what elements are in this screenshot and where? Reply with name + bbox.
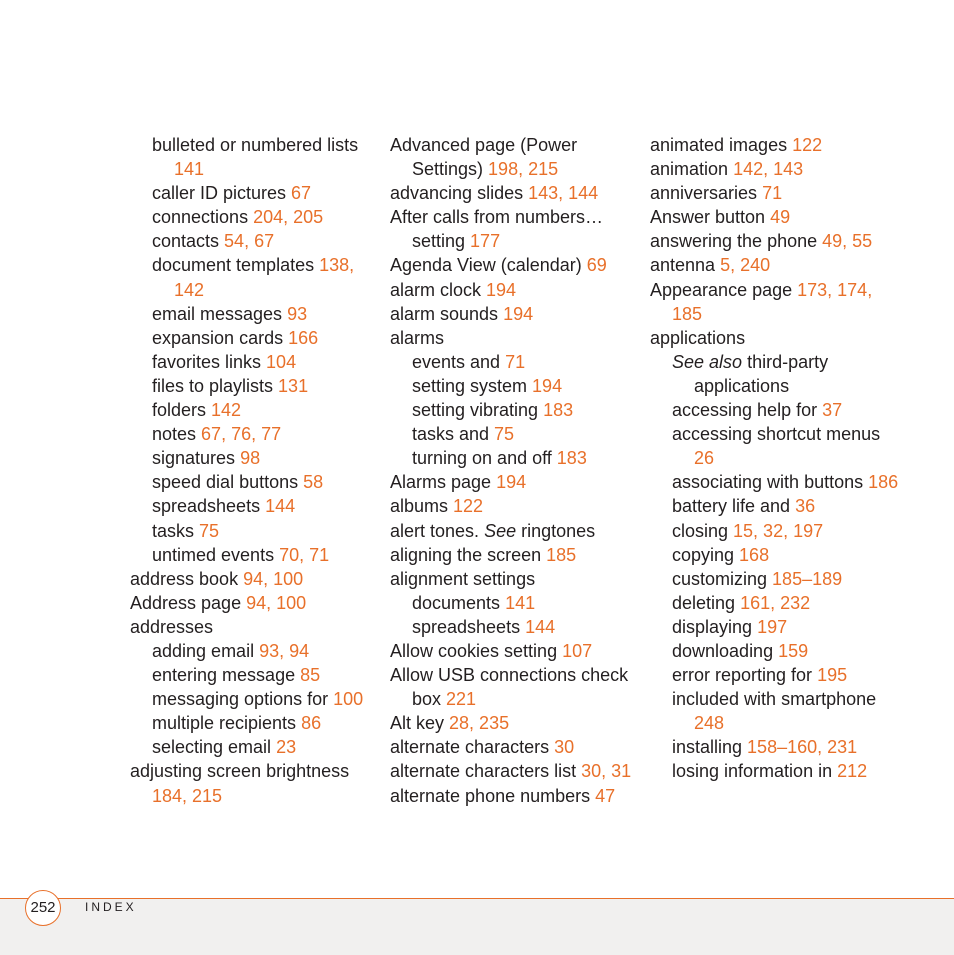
page-reference[interactable]: 122	[792, 135, 823, 155]
page-reference[interactable]: 94, 100	[243, 568, 304, 589]
page-reference[interactable]: 75	[199, 520, 220, 541]
index-entry	[650, 494, 900, 518]
page-reference[interactable]: 36	[795, 496, 816, 517]
page-reference[interactable]: 75	[494, 424, 515, 445]
index-term: bulleted or numbered lists	[152, 135, 359, 155]
index-term: caller ID pictures	[152, 183, 292, 204]
index-entry	[130, 229, 375, 253]
page-reference[interactable]: 185–189	[772, 568, 843, 589]
page-reference[interactable]: 5, 240	[720, 255, 771, 276]
page-reference[interactable]: 161, 232	[740, 592, 811, 613]
index-entry	[130, 422, 375, 446]
index-entry	[130, 639, 375, 663]
section-label: INDEX	[85, 900, 137, 914]
page-reference[interactable]: 142	[211, 400, 242, 421]
index-entry	[130, 470, 375, 494]
page-reference[interactable]: 173, 174, 185	[672, 279, 873, 324]
page-reference[interactable]: 58	[303, 472, 324, 493]
index-term: alarm sounds	[390, 303, 504, 324]
index-entry	[650, 350, 900, 398]
index-term: accessing help for	[672, 400, 823, 421]
page-number: 252	[25, 890, 61, 926]
index-term: animated images	[650, 135, 793, 155]
page-reference[interactable]: 141	[174, 159, 205, 180]
index-term: notes	[152, 424, 202, 445]
index-entry	[130, 711, 375, 735]
index-entry	[390, 302, 635, 326]
index-entry	[390, 663, 635, 711]
index-entry	[650, 133, 900, 157]
index-term: signatures	[152, 448, 241, 469]
index-term: setting vibrating	[412, 400, 544, 421]
index-term: multiple recipients	[152, 713, 302, 734]
index-entry	[650, 543, 900, 567]
index-term: untimed events	[152, 544, 280, 565]
index-term: Allow cookies setting	[390, 640, 563, 661]
index-term: accessing shortcut menus	[672, 424, 881, 445]
index-entry	[130, 446, 375, 470]
index-term: applications	[650, 327, 746, 348]
index-entry	[390, 422, 635, 446]
index-term: setting system	[412, 375, 533, 396]
index-entry	[130, 181, 375, 205]
index-term: Answer button	[650, 207, 771, 228]
index-term: albums	[390, 496, 454, 517]
index-entry	[130, 302, 375, 326]
index-entry	[650, 519, 900, 543]
index-term: files to playlists	[152, 375, 279, 396]
page-reference[interactable]: 194	[532, 375, 563, 396]
index-term: alert tones. See ringtones	[390, 520, 596, 541]
index-entry	[130, 133, 375, 181]
index-term: animation	[650, 159, 734, 180]
index-entry	[390, 639, 635, 663]
page-reference[interactable]: 122	[453, 496, 484, 517]
index-term: tasks	[152, 520, 200, 541]
index-entry	[390, 181, 635, 205]
index-entry	[650, 181, 900, 205]
page-reference[interactable]: 184, 215	[152, 785, 223, 806]
index-term: downloading	[672, 640, 779, 661]
index-term: alternate phone numbers	[390, 785, 596, 806]
page-reference[interactable]: 158–160, 231	[747, 737, 858, 758]
index-entry	[650, 253, 900, 277]
index-entry	[130, 543, 375, 567]
page-reference[interactable]: 141	[505, 592, 536, 613]
page-reference[interactable]: 67	[291, 183, 312, 204]
index-term: Appearance page	[650, 279, 798, 300]
index-entry	[130, 591, 375, 615]
index-term: email messages	[152, 303, 288, 324]
index-term: displaying	[672, 616, 758, 637]
page-reference[interactable]: 138, 142	[174, 255, 355, 300]
page-reference[interactable]: 195	[817, 665, 848, 686]
index-term: alignment settings	[390, 568, 536, 589]
index-term: aligning the screen	[390, 544, 547, 565]
index-term: entering message	[152, 665, 301, 686]
page-reference[interactable]: 30, 31	[581, 761, 632, 782]
index-entry	[390, 470, 635, 494]
index-term: Agenda View (calendar)	[390, 255, 587, 276]
index-entry	[390, 446, 635, 470]
page-reference[interactable]: 183	[556, 448, 587, 469]
index-term: Advanced page (Power Settings)	[390, 135, 578, 180]
index-entry	[390, 398, 635, 422]
index-term: alternate characters	[390, 737, 555, 758]
index-term: speed dial buttons	[152, 472, 304, 493]
index-column-3	[650, 133, 900, 784]
index-term: spreadsheets	[412, 616, 526, 637]
index-term: answering the phone	[650, 231, 823, 252]
page-reference[interactable]: 221	[446, 689, 477, 710]
index-entry	[650, 326, 900, 350]
index-term: turning on and off	[412, 448, 557, 469]
index-entry	[390, 735, 635, 759]
index-term: Alarms page	[390, 472, 497, 493]
page-reference[interactable]: 85	[300, 665, 321, 686]
page-reference[interactable]: 104	[266, 351, 297, 372]
index-term: tasks and	[412, 424, 495, 445]
index-term: closing	[672, 520, 734, 541]
index-term: associating with buttons	[672, 472, 869, 493]
index-entry	[390, 494, 635, 518]
page-reference[interactable]: 159	[778, 640, 809, 661]
index-entry	[390, 615, 635, 639]
page-reference[interactable]: 94, 100	[246, 592, 307, 613]
index-term: copying	[672, 544, 740, 565]
index-entry	[130, 567, 375, 591]
page-reference[interactable]: 142, 143	[733, 159, 804, 180]
page-reference[interactable]: 248	[694, 713, 725, 734]
index-entry	[130, 735, 375, 759]
index-term: included with smartphone	[672, 689, 877, 710]
index-entry	[650, 735, 900, 759]
index-term: antenna	[650, 255, 721, 276]
index-entry	[390, 711, 635, 735]
index-entry	[390, 519, 635, 543]
index-column-1	[130, 133, 375, 808]
index-entry	[390, 278, 635, 302]
page-reference[interactable]: 49, 55	[822, 231, 873, 252]
page-reference[interactable]: 70, 71	[279, 544, 330, 565]
page-reference[interactable]: 49	[770, 207, 791, 228]
index-entry	[390, 759, 635, 783]
index-entry	[390, 567, 635, 591]
page-reference[interactable]: 166	[288, 327, 319, 348]
page-reference[interactable]: 67, 76, 77	[201, 424, 282, 445]
index-term: losing information in	[672, 761, 838, 782]
index-entry	[130, 398, 375, 422]
index-entry	[130, 205, 375, 229]
index-term: Alt key	[390, 713, 450, 734]
page-reference[interactable]: 194	[503, 303, 534, 324]
index-entry	[650, 229, 900, 253]
index-entry	[130, 326, 375, 350]
index-term: Address page	[130, 592, 247, 613]
page-reference[interactable]: 98	[240, 448, 261, 469]
index-entry	[390, 784, 635, 808]
index-term: selecting email	[152, 737, 277, 758]
index-entry	[390, 205, 635, 253]
page-reference[interactable]: 93	[287, 303, 308, 324]
index-entry	[650, 639, 900, 663]
page-reference[interactable]: 194	[496, 472, 527, 493]
page-reference[interactable]: 71	[762, 183, 783, 204]
index-entry	[130, 759, 375, 807]
index-entry	[650, 759, 900, 783]
index-term: adding email	[152, 640, 260, 661]
index-term: events and	[412, 351, 506, 372]
index-entry	[130, 687, 375, 711]
index-entry	[390, 374, 635, 398]
page-reference[interactable]: 204, 205	[253, 207, 324, 228]
index-term: alarms	[390, 327, 445, 348]
index-entry	[650, 615, 900, 639]
index-term: installing	[672, 737, 748, 758]
page-reference[interactable]: 168	[739, 544, 770, 565]
index-term: alarm clock	[390, 279, 487, 300]
index-entry	[130, 350, 375, 374]
index-entry	[390, 591, 635, 615]
page-reference[interactable]: 100	[333, 689, 364, 710]
index-entry	[390, 133, 635, 181]
index-entry	[390, 253, 635, 277]
page-reference[interactable]: 212	[837, 761, 868, 782]
index-entry	[650, 663, 900, 687]
page-reference[interactable]: 185	[546, 544, 577, 565]
index-entry	[390, 326, 635, 350]
index-entry	[130, 663, 375, 687]
index-term: favorites links	[152, 351, 267, 372]
page-reference[interactable]: 177	[470, 231, 501, 252]
index-term: adjusting screen brightness	[130, 761, 350, 782]
index-entry	[650, 157, 900, 181]
index-term: messaging options for	[152, 689, 334, 710]
index-entry	[650, 567, 900, 591]
page-reference[interactable]: 144	[265, 496, 296, 517]
index-entry	[130, 253, 375, 301]
page-reference[interactable]: 183	[543, 400, 574, 421]
index-entry	[650, 205, 900, 229]
index-term: alternate characters list	[390, 761, 582, 782]
page-reference[interactable]: 131	[278, 375, 309, 396]
index-entry	[130, 494, 375, 518]
index-term: contacts	[152, 231, 225, 252]
page-reference[interactable]: 143, 144	[528, 183, 599, 204]
index-entry	[650, 398, 900, 422]
page-reference[interactable]: 26	[694, 448, 715, 469]
index-term: address book	[130, 568, 244, 589]
index-entry	[390, 543, 635, 567]
page-reference[interactable]: 28, 235	[449, 713, 510, 734]
page-reference[interactable]: 93, 94	[259, 640, 310, 661]
index-term: anniversaries	[650, 183, 763, 204]
page-reference[interactable]: 197	[757, 616, 788, 637]
index-entry	[650, 422, 900, 470]
index-entry	[130, 519, 375, 543]
page-reference[interactable]: 15, 32, 197	[733, 520, 824, 541]
page-reference[interactable]: 30	[554, 737, 575, 758]
index-term: See also third-party applications	[672, 351, 829, 396]
index-term: After calls from numbers… setting	[390, 207, 604, 252]
index-term: battery life and	[672, 496, 796, 517]
index-term: Allow USB connections check box	[390, 665, 629, 710]
page-reference[interactable]: 107	[562, 640, 593, 661]
index-entry	[390, 350, 635, 374]
page-reference[interactable]: 198, 215	[488, 159, 559, 180]
page-reference[interactable]: 71	[505, 351, 526, 372]
index-term: deleting	[672, 592, 741, 613]
index-entry	[650, 470, 900, 494]
index-term: documents	[412, 592, 506, 613]
index-column-2	[390, 133, 635, 808]
page-reference[interactable]: 23	[276, 737, 297, 758]
page-reference[interactable]: 69	[586, 255, 607, 276]
index-entry	[130, 615, 375, 639]
page-reference[interactable]: 47	[595, 785, 616, 806]
index-term: document templates	[152, 255, 320, 276]
page-reference[interactable]: 186	[868, 472, 899, 493]
page-reference[interactable]: 194	[486, 279, 517, 300]
index-entry	[650, 591, 900, 615]
index-term: error reporting for	[672, 665, 818, 686]
index-entry	[130, 374, 375, 398]
footer-band	[0, 898, 954, 955]
index-entry	[650, 687, 900, 735]
page-reference[interactable]: 54, 67	[224, 231, 275, 252]
index-term: connections	[152, 207, 254, 228]
index-term: expansion cards	[152, 327, 289, 348]
index-entry	[650, 278, 900, 326]
page-reference[interactable]: 144	[525, 616, 556, 637]
index-term: spreadsheets	[152, 496, 266, 517]
page-reference[interactable]: 86	[301, 713, 322, 734]
index-term: addresses	[130, 616, 214, 637]
index-term: advancing slides	[390, 183, 529, 204]
index-term: folders	[152, 400, 212, 421]
index-term: customizing	[672, 568, 773, 589]
page-reference[interactable]: 37	[822, 400, 843, 421]
